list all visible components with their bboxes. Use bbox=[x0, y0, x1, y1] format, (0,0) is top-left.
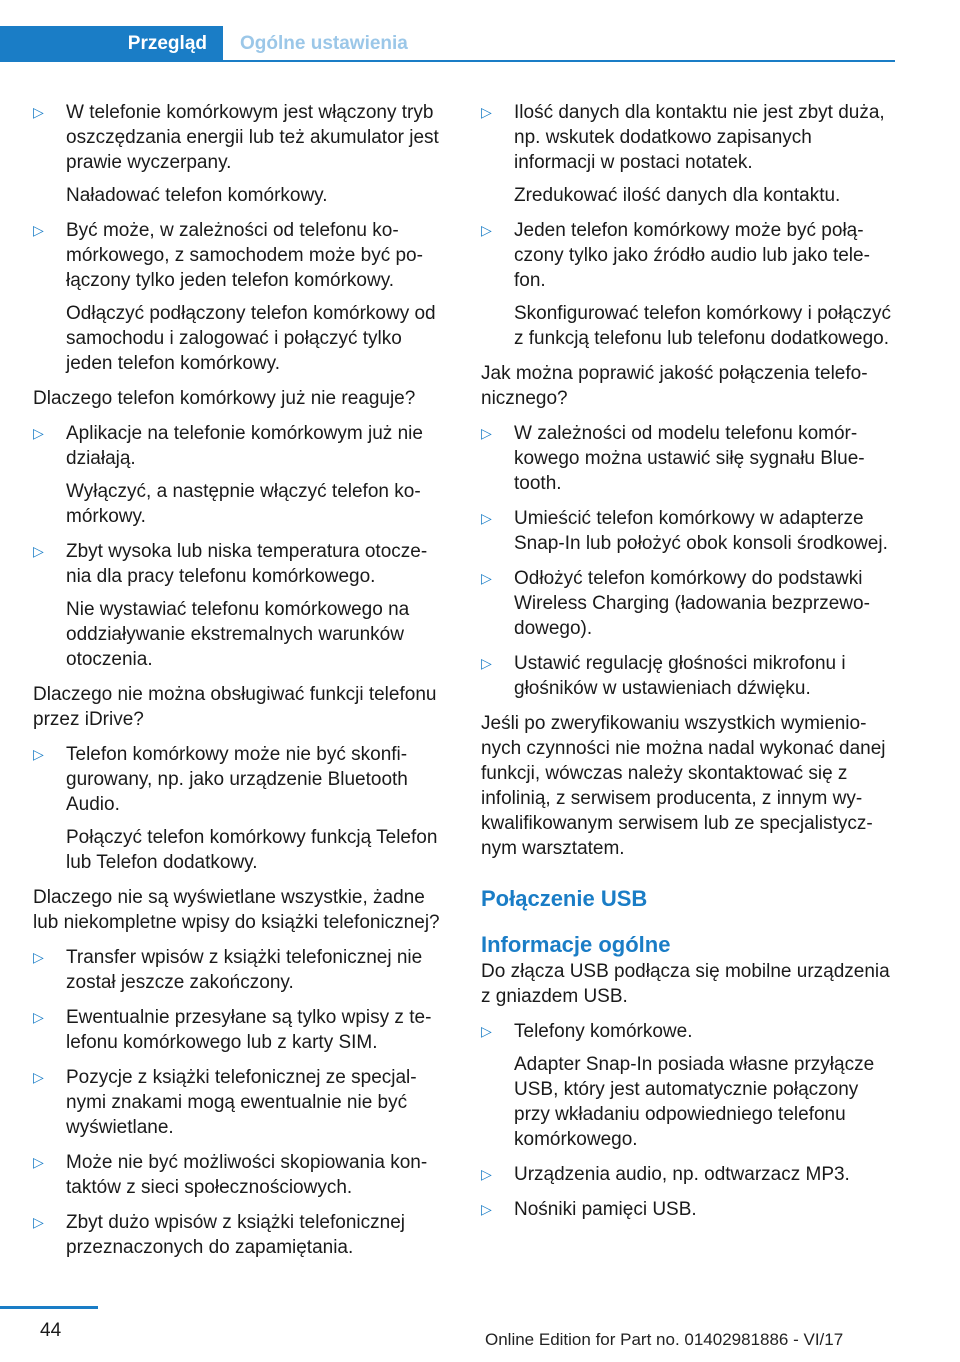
triangle-bullet-icon: ▷ bbox=[33, 104, 44, 120]
list-item bbox=[481, 1019, 894, 1152]
section-tab-general-settings[interactable]: Ogólne ustawienia bbox=[240, 33, 408, 54]
item-remedy: Naładować telefon komórkowy. bbox=[66, 185, 328, 206]
item-text: Być może, w zależności od telefonu komórkowego, z samochodem może być połączony tylko jeden telefon komórkowy. bbox=[66, 220, 423, 291]
triangle-bullet-icon: ▷ bbox=[33, 543, 44, 559]
subsection-heading: Informacje ogólne bbox=[481, 932, 671, 957]
triangle-bullet-icon: ▷ bbox=[33, 746, 44, 762]
item-text: Odłożyć telefon komórkowy do podstawki Wireless Charging (ładowania bezprzewodowego). bbox=[514, 568, 870, 639]
triangle-bullet-icon: ▷ bbox=[33, 1069, 44, 1085]
item-remedy: Skonfigurować telefon komórkowy i połączyć z funkcją telefonu lub telefonu dodatkowego. bbox=[514, 303, 892, 349]
list-item bbox=[481, 1162, 894, 1187]
page-number: 44 bbox=[40, 1320, 62, 1341]
list-item bbox=[33, 1005, 446, 1055]
question: Dlaczego telefon komórkowy już nie reaguje? bbox=[33, 388, 416, 409]
question: Dlaczego nie są wyświetlane wszystkie, żadne lub niekompletne wpisy do książki telefonicznej? bbox=[33, 887, 440, 933]
triangle-bullet-icon: ▷ bbox=[33, 1009, 44, 1025]
item-remedy: Odłączyć podłączony telefon komórkowy od samochodu i zalogować i połączyć tylko jeden telefon komórkowy. bbox=[66, 303, 436, 374]
triangle-bullet-icon: ▷ bbox=[481, 1166, 492, 1182]
triangle-bullet-icon: ▷ bbox=[481, 655, 492, 671]
item-text: Zbyt dużo wpisów z książki telefonicznej przeznaczonych do zapamiętania. bbox=[66, 1212, 405, 1258]
item-text: Telefony komórkowe. bbox=[514, 1021, 693, 1042]
question: Dlaczego nie można obsługiwać funkcji telefonu przez iDrive? bbox=[33, 684, 437, 730]
list-item bbox=[481, 100, 894, 208]
list-item bbox=[33, 421, 446, 529]
header-divider bbox=[0, 60, 895, 62]
item-remedy: Nie wystawiać telefonu komórkowego na oddziaływanie ekstremalnych warunków otoczenia. bbox=[66, 599, 410, 670]
triangle-bullet-icon: ▷ bbox=[481, 104, 492, 120]
item-remedy: Adapter Snap-In posiada własne przyłącze USB, który jest automatycznie połączony przy wkładaniu odpowiedniego telefonu komórkowego. bbox=[514, 1054, 875, 1150]
question: Jak można poprawić jakość połączenia telefonicznego? bbox=[481, 363, 868, 409]
list-item bbox=[33, 218, 446, 376]
item-text: Umieścić telefon komórkowy w adapterze Snap-In lub położyć obok konsoli środkowej. bbox=[514, 508, 888, 554]
triangle-bullet-icon: ▷ bbox=[481, 222, 492, 238]
triangle-bullet-icon: ▷ bbox=[33, 1214, 44, 1230]
right-column bbox=[481, 100, 894, 1232]
item-text: Transfer wpisów z książki telefonicznej nie został jeszcze zakończony. bbox=[66, 947, 423, 993]
list-item bbox=[33, 1210, 446, 1260]
list-item bbox=[481, 421, 894, 496]
triangle-bullet-icon: ▷ bbox=[481, 1023, 492, 1039]
item-text: Nośniki pamięci USB. bbox=[514, 1199, 697, 1220]
list-item bbox=[33, 945, 446, 995]
triangle-bullet-icon: ▷ bbox=[481, 570, 492, 586]
triangle-bullet-icon: ▷ bbox=[481, 1201, 492, 1217]
footer-divider bbox=[0, 1306, 98, 1309]
section-tab-overview[interactable]: Przegląd bbox=[0, 26, 223, 62]
list-item bbox=[481, 506, 894, 556]
triangle-bullet-icon: ▷ bbox=[481, 425, 492, 441]
item-text: W zależności od modelu telefonu komórkowego można ustawić siłę sygnału Bluetooth. bbox=[514, 423, 865, 494]
list-item bbox=[33, 742, 446, 875]
item-text: Ewentualnie przesyłane są tylko wpisy z telefonu komórkowego lub z karty SIM. bbox=[66, 1007, 432, 1053]
list-item bbox=[481, 566, 894, 641]
list-item bbox=[481, 1197, 894, 1222]
section-heading: Połączenie USB bbox=[481, 886, 648, 911]
list-item bbox=[481, 218, 894, 351]
item-remedy: Wyłączyć, a następnie włączyć telefon komórkowy. bbox=[66, 481, 421, 527]
list-item bbox=[33, 1065, 446, 1140]
page-header bbox=[0, 0, 960, 62]
item-text: W telefonie komórkowym jest włączony tryb oszczędzania energii lub też akumulator jest prawie wyczerpany. bbox=[66, 102, 439, 173]
triangle-bullet-icon: ▷ bbox=[481, 510, 492, 526]
item-text: Zbyt wysoka lub niska temperatura otoczenia dla pracy telefonu komórkowego. bbox=[66, 541, 428, 587]
paragraph: Do złącza USB podłącza się mobilne urządzenia z gniazdem USB. bbox=[481, 961, 890, 1007]
list-item bbox=[33, 100, 446, 208]
left-column bbox=[33, 100, 446, 1270]
item-text: Może nie być możliwości skopiowania kontaktów z sieci społecznościowych. bbox=[66, 1152, 428, 1198]
item-text: Ilość danych dla kontaktu nie jest zbyt duża, np. wskutek dodatkowo zapisanych informacji w postaci notatek. bbox=[514, 102, 885, 173]
edition-note: Online Edition for Part no. 01402981886 - VI/17 bbox=[485, 1330, 844, 1349]
triangle-bullet-icon: ▷ bbox=[33, 949, 44, 965]
triangle-bullet-icon: ▷ bbox=[33, 425, 44, 441]
triangle-bullet-icon: ▷ bbox=[33, 222, 44, 238]
item-text: Aplikacje na telefonie komórkowym już nie działają. bbox=[66, 423, 423, 469]
item-remedy: Połączyć telefon komórkowy funkcją Telefon lub Telefon dodatkowy. bbox=[66, 827, 438, 873]
triangle-bullet-icon: ▷ bbox=[33, 1154, 44, 1170]
list-item bbox=[33, 1150, 446, 1200]
list-item bbox=[33, 539, 446, 672]
item-text: Jeden telefon komórkowy może być połączony tylko jako źródło audio lub jako telefon. bbox=[514, 220, 870, 291]
item-remedy: Zredukować ilość danych dla kontaktu. bbox=[514, 185, 841, 206]
item-text: Urządzenia audio, np. odtwarzacz MP3. bbox=[514, 1164, 850, 1185]
item-text: Telefon komórkowy może nie być skonfigurowany, np. jako urządzenie Bluetooth Audio. bbox=[66, 744, 408, 815]
paragraph: Jeśli po zweryfikowaniu wszystkich wymienionych czynności nie można nadal wykonać danej funkcji, wówczas należy skontaktować się z infolinią, z serwisem producenta, z innym wykwalifikowanym serwisem lub ze specjalistycznym warsztatem. bbox=[481, 713, 886, 859]
item-text: Pozycje z książki telefonicznej ze specjalnymi znakami mogą ewentualnie nie być wyświetlane. bbox=[66, 1067, 417, 1138]
list-item bbox=[481, 651, 894, 701]
item-text: Ustawić regulację głośności mikrofonu i głośników w ustawieniach dźwięku. bbox=[514, 653, 846, 699]
